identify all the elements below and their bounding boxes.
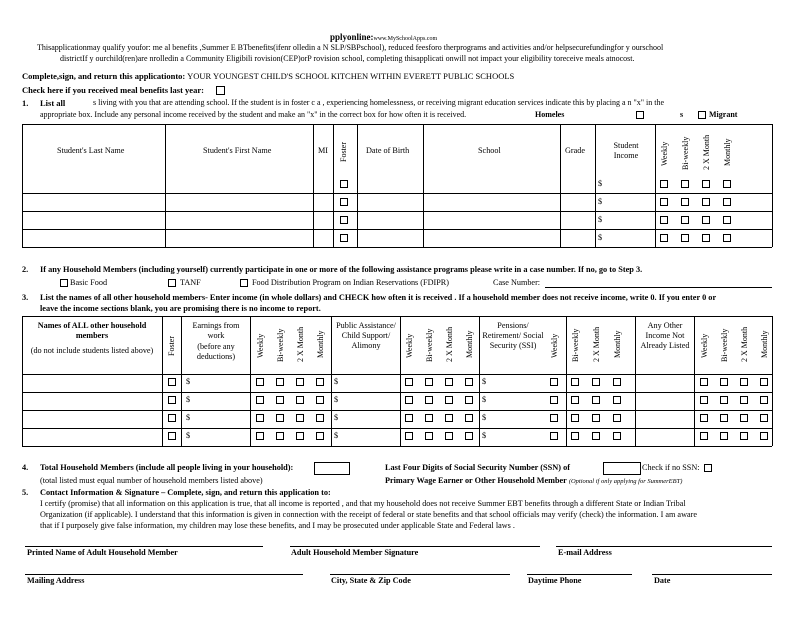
twice-month-checkbox[interactable] (592, 378, 600, 386)
header-mi: MI (318, 146, 329, 155)
certification-line-2: Organization (if applicable). I understand that this information is given in connection with the receipt of federal or state benefits and that school officials may verify (check) the information. I am aware (40, 510, 697, 519)
twice-month-checkbox[interactable] (445, 396, 453, 404)
twice-month-checkbox[interactable] (296, 378, 304, 386)
weekly-checkbox[interactable] (550, 396, 558, 404)
biweekly-checkbox[interactable] (720, 378, 728, 386)
foster-checkbox[interactable] (168, 378, 176, 386)
header-foster: Foster (339, 142, 348, 162)
dollar-sign: $ (186, 377, 191, 386)
mailing-address-input[interactable] (25, 574, 303, 575)
meal-benefits-checkbox[interactable] (216, 86, 225, 95)
monthly-checkbox[interactable] (316, 414, 324, 422)
dollar-sign: $ (482, 413, 487, 422)
twice-month-checkbox[interactable] (592, 414, 600, 422)
dollar-sign: $ (334, 413, 339, 422)
biweekly-checkbox[interactable] (681, 234, 689, 242)
header-weekly: Weekly (256, 333, 265, 358)
header-2x-month: 2 X Month (740, 326, 749, 362)
twice-month-checkbox[interactable] (592, 396, 600, 404)
monthly-checkbox[interactable] (316, 378, 324, 386)
section3-text-2: leave the income sections blank, you are promising there is no income to report. (40, 304, 321, 313)
printed-name-label: Printed Name of Adult Household Member (27, 548, 178, 557)
biweekly-checkbox[interactable] (720, 432, 728, 440)
section1-lead: List all (40, 98, 66, 108)
twice-month-checkbox[interactable] (702, 216, 710, 224)
dollar-sign: $ (482, 395, 487, 404)
no-ssn-checkbox[interactable] (704, 464, 712, 472)
header-student-last-name: Student's Last Name (57, 146, 125, 155)
header-earnings-sub: (before any deductions) (196, 342, 236, 361)
printed-name-input[interactable] (25, 546, 263, 547)
dollar-sign: $ (598, 197, 603, 206)
dollar-sign: $ (598, 233, 603, 242)
foster-checkbox[interactable] (168, 432, 176, 440)
twice-month-checkbox[interactable] (296, 414, 304, 422)
section1-number: 1. (22, 98, 29, 108)
intro-line-1: Thisapplicationmay qualify youfor: me al benefits ,Summer E BTbenefits(ifenr olledin a N SLP/SBPschool), reduced feesforo therprograms and activities and/or helpsecurefundingfor y ourschool (37, 43, 664, 52)
biweekly-checkbox[interactable] (720, 414, 728, 422)
biweekly-checkbox[interactable] (571, 396, 579, 404)
header-weekly: Weekly (405, 333, 414, 358)
monthly-checkbox[interactable] (465, 396, 473, 404)
date-label: Date (654, 576, 671, 585)
monthly-checkbox[interactable] (465, 378, 473, 386)
twice-month-checkbox[interactable] (592, 432, 600, 440)
monthly-checkbox[interactable] (613, 396, 621, 404)
header-grade: Grade (565, 146, 586, 155)
header-monthly: Monthly (723, 138, 732, 166)
biweekly-checkbox[interactable] (681, 198, 689, 206)
section2-number: 2. (22, 265, 29, 274)
dollar-sign: $ (334, 395, 339, 404)
section3-number: 3. (22, 293, 29, 302)
header-biweekly: Bi-weekly (720, 328, 729, 362)
return-line: Complete,sign, and return this applicationto: YOUR YOUNGEST CHILD'S SCHOOL KITCHEN WITHIN EVERETT PUBLIC SCHOOLS (22, 71, 515, 81)
header-school: School (478, 146, 501, 155)
monthly-checkbox[interactable] (760, 396, 768, 404)
case-number-label: Case Number: (493, 278, 541, 287)
weekly-checkbox[interactable] (550, 432, 558, 440)
apply-online-label: pplyonline:www.MySchoolApps.com (330, 32, 438, 42)
weekly-checkbox[interactable] (700, 414, 708, 422)
ssn-input[interactable] (603, 462, 641, 475)
adult-signature-label: Adult Household Member Signature (291, 548, 419, 557)
dollar-sign: $ (334, 377, 339, 386)
biweekly-checkbox[interactable] (425, 378, 433, 386)
header-pensions: Pensions/ Retirement/ Social Security (SSI) (482, 321, 544, 350)
meal-benefits-label: Check here if you received meal benefits last year: (22, 85, 204, 95)
section1-text-1: s living with you that are attending school. If the student is in foster c a , experiencing homelessness, or receiving migrant education services indicate this by placing a n "x" in the (93, 98, 665, 107)
header-biweekly: Bi-weekly (571, 328, 580, 362)
ssn-sub: Primary Wage Earner or Other Household Member (Optional if only applying for SummerEBT) (385, 476, 683, 485)
section2-text: If any Household Members (including yourself) currently participate in one or more of the following assistance programs please write in a case number. If no, go to Step 3. (40, 265, 643, 274)
header-other-income: Any Other Income Not Already Listed (640, 321, 690, 350)
homeless-label: Homeles (535, 110, 565, 119)
weekly-checkbox[interactable] (405, 414, 413, 422)
date-input[interactable] (652, 574, 772, 575)
twice-month-checkbox[interactable] (740, 378, 748, 386)
header-2x-month: 2 X Month (445, 326, 454, 362)
monthly-checkbox[interactable] (723, 234, 731, 242)
email-label: E-mail Address (558, 548, 612, 557)
header-2x-month: 2 X Month (296, 326, 305, 362)
section3-text-1: List the names of all other household members- Enter income (in whole dollars) and CHECK how often it is received . If a household member does not receive income, write 0. If you enter 0 or (40, 293, 717, 302)
total-members-input[interactable] (314, 462, 350, 475)
biweekly-checkbox[interactable] (571, 378, 579, 386)
weekly-checkbox[interactable] (660, 180, 668, 188)
header-monthly: Monthly (613, 330, 622, 358)
foster-checkbox[interactable] (340, 198, 348, 206)
homeless-checkbox[interactable] (636, 111, 644, 119)
weekly-checkbox[interactable] (256, 414, 264, 422)
certification-line-1: I certify (promise) that all information on this application is true, that all income is reported , and that my household does not receive Summer EBT benefits through a different State or Indian Tribal (40, 499, 686, 508)
migrant-checkbox[interactable] (698, 111, 706, 119)
twice-month-checkbox[interactable] (445, 432, 453, 440)
signature-input[interactable] (290, 546, 540, 547)
basic-food-label: Basic Food (70, 278, 108, 287)
intro-line-2: districtIf y ourchild(ren)are nrolledin a Community Eligibili rovision(CEP)orP rovision school, completing thisapplicati onwill not impact your eligibility toreceive meals atnocost. (60, 54, 635, 63)
header-public-assistance: Public Assistance/ Child Support/ Alimony (336, 321, 396, 350)
header-foster: Foster (167, 336, 176, 356)
weekly-checkbox[interactable] (660, 234, 668, 242)
twice-month-checkbox[interactable] (740, 432, 748, 440)
weekly-checkbox[interactable] (550, 414, 558, 422)
monthly-checkbox[interactable] (723, 198, 731, 206)
section5-title: Contact Information & Signature – Complete, sign, and return this application to: (40, 488, 331, 497)
weekly-checkbox[interactable] (700, 396, 708, 404)
tanf-checkbox[interactable] (168, 279, 176, 287)
monthly-checkbox[interactable] (760, 378, 768, 386)
biweekly-checkbox[interactable] (681, 216, 689, 224)
twice-month-checkbox[interactable] (445, 378, 453, 386)
biweekly-checkbox[interactable] (276, 378, 284, 386)
section1-text-2: appropriate box. Include any personal income received by the student and make an "x" in the correct box for how often it is received. (40, 110, 467, 119)
monthly-checkbox[interactable] (760, 432, 768, 440)
foster-checkbox[interactable] (340, 180, 348, 188)
biweekly-checkbox[interactable] (276, 432, 284, 440)
twice-month-checkbox[interactable] (740, 396, 748, 404)
fdipr-checkbox[interactable] (240, 279, 248, 287)
foster-checkbox[interactable] (340, 216, 348, 224)
twice-month-checkbox[interactable] (296, 432, 304, 440)
monthly-checkbox[interactable] (760, 414, 768, 422)
header-earnings: Earnings from work (192, 321, 240, 340)
city-input[interactable] (330, 574, 510, 575)
migrant-label: Migrant (709, 110, 738, 119)
weekly-checkbox[interactable] (405, 432, 413, 440)
monthly-checkbox[interactable] (723, 216, 731, 224)
monthly-checkbox[interactable] (613, 432, 621, 440)
weekly-checkbox[interactable] (550, 378, 558, 386)
foster-checkbox[interactable] (340, 234, 348, 242)
twice-month-checkbox[interactable] (740, 414, 748, 422)
weekly-checkbox[interactable] (660, 216, 668, 224)
dollar-sign: $ (598, 179, 603, 188)
header-household-names-sub: (do not include students listed above) (30, 346, 154, 355)
monthly-checkbox[interactable] (316, 432, 324, 440)
monthly-checkbox[interactable] (613, 414, 621, 422)
header-weekly: Weekly (660, 141, 669, 166)
header-biweekly: Bi-weekly (425, 328, 434, 362)
biweekly-checkbox[interactable] (276, 396, 284, 404)
twice-month-checkbox[interactable] (702, 198, 710, 206)
case-number-input[interactable] (545, 287, 772, 288)
weekly-checkbox[interactable] (660, 198, 668, 206)
header-weekly: Weekly (700, 333, 709, 358)
twice-month-checkbox[interactable] (296, 396, 304, 404)
no-ssn-label: Check if no SSN: (642, 463, 700, 472)
mailing-address-label: Mailing Address (27, 576, 85, 585)
city-state-zip-label: City, State & Zip Code (331, 576, 411, 585)
biweekly-checkbox[interactable] (425, 396, 433, 404)
header-dob: Date of Birth (366, 146, 410, 155)
section5-number: 5. (22, 488, 29, 497)
weekly-checkbox[interactable] (405, 396, 413, 404)
monthly-checkbox[interactable] (723, 180, 731, 188)
fdipr-label: Food Distribution Program on Indian Reservations (FDIPR) (252, 278, 449, 287)
section4-number: 4. (22, 463, 29, 472)
biweekly-checkbox[interactable] (681, 180, 689, 188)
monthly-checkbox[interactable] (465, 432, 473, 440)
header-2x-month: 2 X Month (592, 326, 601, 362)
email-input[interactable] (556, 546, 772, 547)
biweekly-checkbox[interactable] (425, 414, 433, 422)
dollar-sign: $ (186, 431, 191, 440)
header-student-first-name: Student's First Name (203, 146, 272, 155)
header-monthly: Monthly (760, 330, 769, 358)
twice-month-checkbox[interactable] (445, 414, 453, 422)
weekly-checkbox[interactable] (256, 378, 264, 386)
twice-month-checkbox[interactable] (702, 180, 710, 188)
dollar-sign: $ (598, 215, 603, 224)
header-biweekly: Bi-weekly (276, 328, 285, 362)
header-monthly: Monthly (316, 330, 325, 358)
daytime-phone-label: Daytime Phone (528, 576, 582, 585)
dollar-sign: $ (482, 431, 487, 440)
biweekly-checkbox[interactable] (276, 414, 284, 422)
phone-input[interactable] (527, 574, 632, 575)
biweekly-checkbox[interactable] (571, 414, 579, 422)
foster-checkbox[interactable] (168, 396, 176, 404)
header-weekly: Weekly (550, 333, 559, 358)
ssn-label: Last Four Digits of Social Security Number (SSN) of (385, 463, 570, 472)
weekly-checkbox[interactable] (700, 432, 708, 440)
foster-checkbox[interactable] (168, 414, 176, 422)
monthly-checkbox[interactable] (465, 414, 473, 422)
header-student-income: Student Income (613, 141, 639, 160)
twice-month-checkbox[interactable] (702, 234, 710, 242)
tanf-label: TANF (180, 278, 201, 287)
header-2x-month: 2 X Month (702, 134, 711, 170)
dollar-sign: $ (186, 413, 191, 422)
apply-online-site[interactable]: www.MySchoolApps.com (373, 36, 438, 42)
total-members-label: Total Household Members (include all people living in your household): (40, 463, 294, 472)
weekly-checkbox[interactable] (256, 396, 264, 404)
certification-line-3: that if I purposely give false information, my children may lose these benefits, and I may be prosecuted under applicable State and Federal laws . (40, 521, 515, 530)
dollar-sign: $ (482, 377, 487, 386)
weekly-checkbox[interactable] (700, 378, 708, 386)
monthly-checkbox[interactable] (316, 396, 324, 404)
monthly-checkbox[interactable] (613, 378, 621, 386)
biweekly-checkbox[interactable] (720, 396, 728, 404)
dollar-sign: $ (186, 395, 191, 404)
homeless-s-label: s (680, 110, 684, 119)
header-household-names: Names of ALL other household members (37, 321, 147, 340)
header-biweekly: Bi-weekly (681, 136, 690, 170)
weekly-checkbox[interactable] (256, 432, 264, 440)
total-members-sub: (total listed must equal number of household members listed above) (40, 476, 263, 485)
weekly-checkbox[interactable] (405, 378, 413, 386)
biweekly-checkbox[interactable] (425, 432, 433, 440)
dollar-sign: $ (334, 431, 339, 440)
header-monthly: Monthly (465, 330, 474, 358)
biweekly-checkbox[interactable] (571, 432, 579, 440)
basic-food-checkbox[interactable] (60, 279, 68, 287)
